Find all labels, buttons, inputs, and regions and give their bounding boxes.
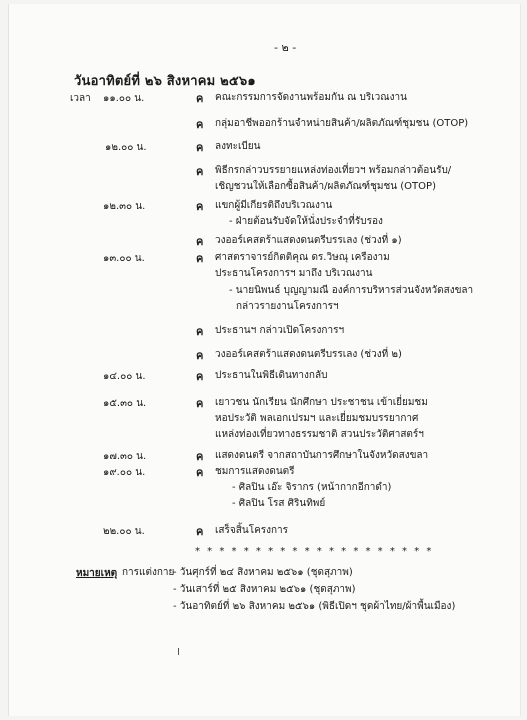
note-label: การแต่งกาย: [122, 567, 175, 578]
schedule-text: กลุ่มอาชีพออกร้านจำหน่ายสินค้า/ผลิตภัณฑ์ชุมชน (OTOP): [215, 118, 469, 129]
bullet-icon: ค: [196, 141, 204, 154]
page-title: วันอาทิตย์ที่ ๒๖ สิงหาคม ๒๕๖๑: [74, 74, 256, 89]
bullet-icon: ค: [196, 466, 204, 479]
schedule-subitem: - ศิลปิน โรส ศิรินทิพย์: [232, 498, 326, 509]
bullet-icon: ค: [196, 92, 204, 105]
schedule-subitem: - ฝ่ายต้อนรับจัดให้นั่งประจำที่รับรอง: [229, 216, 383, 227]
separator: * * * * * * * * * * * * * * * * * * * *: [195, 546, 434, 557]
schedule-time: ๑๓.๐๐ น.: [103, 253, 145, 264]
schedule-subitem: กล่าวรายงานโครงการฯ: [236, 301, 339, 312]
schedule-text: ประธานโครงการฯ มาถึง บริเวณงาน: [215, 268, 373, 279]
page-number: - ๒ -: [274, 41, 297, 54]
schedule-text: เยาวชน นักเรียน นักศึกษา ประชาชน เข้าเยี่ยมชม: [215, 397, 428, 408]
schedule-text: ประธานฯ กล่าวเปิดโครงการฯ: [215, 325, 345, 336]
schedule-time: ๑๒.๐๐ น.: [105, 142, 147, 153]
time-prefix: เวลา: [70, 93, 91, 104]
bullet-icon: ค: [196, 118, 204, 131]
schedule-text: ประธานในพิธีเดินทางกลับ: [215, 370, 328, 381]
schedule-text: แหล่งท่องเที่ยวทางธรรมชาติ สวนประวัติศาสตร์ฯ: [215, 429, 424, 440]
bullet-icon: ค: [196, 325, 204, 338]
schedule-time: ๑๙.๐๐ น.: [103, 467, 146, 478]
schedule-time: ๒๒.๐๐ น.: [103, 526, 145, 537]
schedule-time: ๑๔.๐๐ น.: [103, 371, 146, 382]
bullet-icon: ค: [196, 252, 204, 265]
schedule-text: ชมการแสดงดนตรี: [215, 466, 295, 477]
schedule-subitem: - นายนิพนธ์ บุญญามณี องค์การบริหารส่วนจังหวัดสงขลา: [229, 285, 474, 296]
bullet-icon: ค: [196, 525, 204, 538]
schedule-time: ๑๗.๓๐ น.: [103, 451, 147, 462]
schedule-text: เชิญชวนให้เลือกซื้อสินค้า/ผลิตภัณฑ์ชุมชน (OTOP): [215, 181, 436, 192]
note-heading: หมายเหตุ: [76, 568, 118, 579]
schedule-text: พิธีกรกล่าวบรรยายแหล่งท่องเที่ยวฯ พร้อมกล่าวต้อนรับ/: [215, 165, 452, 176]
note-item: - วันศุกร์ที่ ๒๔ สิงหาคม ๒๕๖๑ (ชุดสุภาพ): [173, 567, 353, 578]
bullet-icon: ค: [196, 349, 204, 362]
schedule-text: หอประวัติ พลเอกเปรมฯ และเยี่ยมชมบรรยากาศ: [215, 413, 419, 424]
bullet-icon: ค: [196, 397, 204, 410]
bullet-icon: ค: [196, 200, 204, 213]
schedule-text: แขกผู้มีเกียรติถึงบริเวณงาน: [215, 200, 333, 211]
schedule-time: ๑๕.๓๐ น.: [103, 398, 147, 409]
bullet-icon: ค: [196, 370, 204, 383]
schedule-text: วงออร์เคสตร้าแสดงดนตรีบรรเลง (ช่วงที่ ๒): [215, 349, 402, 360]
schedule-text: เสร็จสิ้นโครงการ: [215, 525, 289, 536]
schedule-subitem: - ศิลปิน เอ๊ะ จิรากร (หน้ากากอีกาดำ): [232, 482, 392, 493]
bullet-icon: ค: [196, 165, 204, 178]
bullet-icon: ค: [196, 235, 204, 248]
schedule-time: ๑๑.๐๐ น.: [103, 93, 145, 104]
schedule-text: ศาสตราจารย์กิตติคุณ ดร.วิษณุ เครืองาม: [215, 252, 390, 263]
schedule-time: ๑๒.๓๐ น.: [103, 201, 146, 212]
schedule-text: วงออร์เคสตร้าแสดงดนตรีบรรเลง (ช่วงที่ ๑): [215, 235, 402, 246]
note-item: - วันอาทิตย์ที่ ๒๖ สิงหาคม ๒๕๖๑ (พิธีเปิดฯ ชุดผ้าไทย/ผ้าพื้นเมือง): [173, 601, 456, 612]
note-item: - วันเสาร์ที่ ๒๕ สิงหาคม ๒๕๖๑ (ชุดสุภาพ): [173, 584, 356, 595]
schedule-text: แสดงดนตรี จากสถาบันการศึกษาในจังหวัดสงขลา: [215, 450, 429, 461]
schedule-text: ลงทะเบียน: [215, 141, 261, 152]
schedule-text: คณะกรรมการจัดงานพร้อมกัน ณ บริเวณงาน: [215, 92, 407, 103]
scan-mark: [178, 648, 179, 655]
bullet-icon: ค: [196, 450, 204, 463]
